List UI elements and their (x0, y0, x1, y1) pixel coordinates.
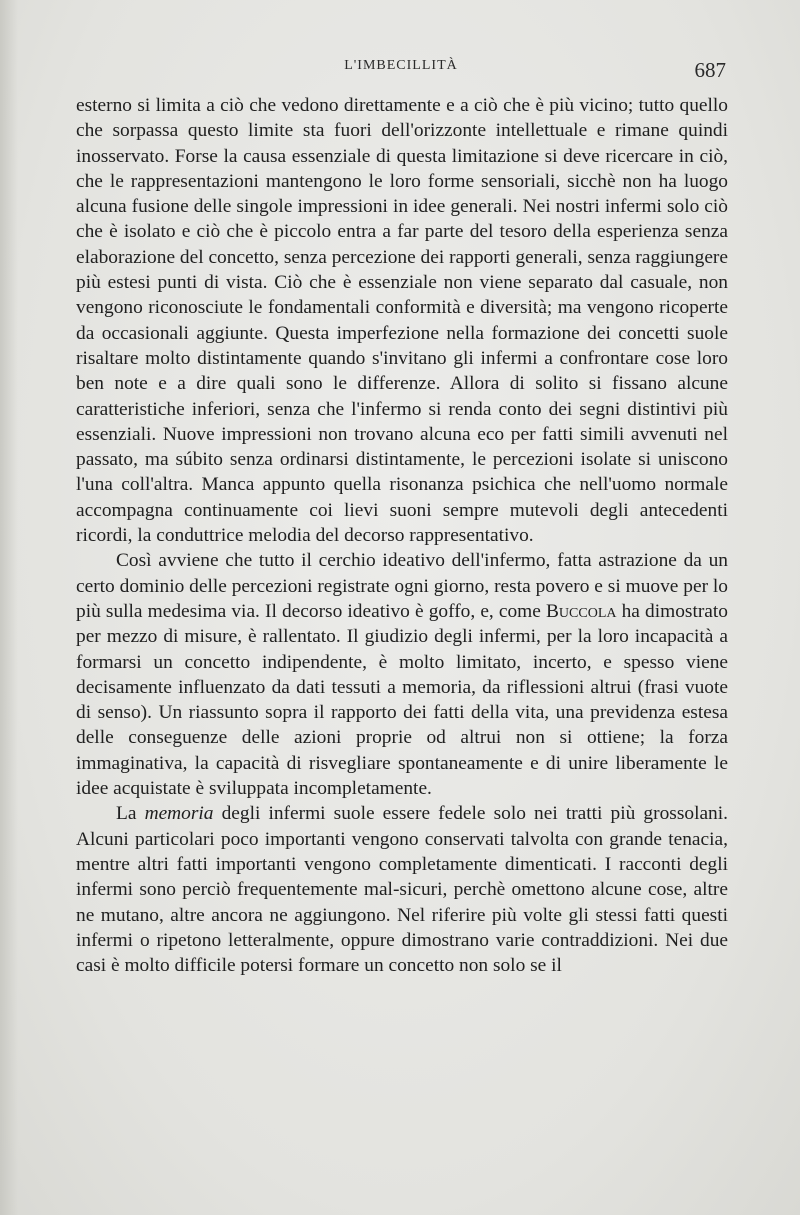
paragraph-2-text-a: Così avviene che tutto il cerchio ideativo dell'infermo, fatta astrazione da un certo dominio delle percezioni registrate ogni giorno, resta povero e si muove per lo più sulla medesima via. Il decorso ideativo è goffo, e, come (76, 550, 728, 622)
running-head: L'IMBECILLITÀ (344, 58, 458, 73)
page-gutter-shadow (0, 0, 18, 1215)
paragraph-2-text-b: ha dimostrato per mezzo di misure, è rallentato. Il giudizio degli infermi, per la loro incapacità a formarsi un concetto indipendente, è molto limitato, incerto, e spesso viene decisamente influenzato da dati tessuti a memoria, da riflessioni altrui (frasi vuote di senso). Un riassunto sopra il rapporto dei fatti della vita, una previdenza estesa delle conseguenze delle azioni proprie od altrui non si ottiene; la forza immaginativa, la capacità di risvegliare spontaneamente e di unire liberamente le idee acquistate è sviluppata incompletamente. (76, 600, 728, 800)
body-text (76, 93, 728, 978)
italic-term: memoria (144, 803, 214, 825)
author-name: Buccola (546, 600, 617, 622)
page-number: 687 (694, 58, 726, 82)
paragraph-1: esterno si limita a ciò che vedono direttamente e a ciò che è più vicino; tutto quello che sorpassa questo limite sta fuori dell'orizzonte intellettuale e rimane quindi inosservato. Forse la causa essenziale di questa limitazione si deve ricercare in ciò, che le rappresentazioni mantengono le loro forme sensoriali, sicchè non ha luogo alcuna fusione delle singole impressioni in idee generali. Nei nostri infermi solo ciò che è isolato e ciò che è piccolo entra a far parte del tesoro della esperienza senza elaborazione del concetto, senza percezione dei rapporti generali, senza raggiungere più estesi punti di vista. Ciò che è essenziale non viene separato dal casuale, non vengono riconosciute le fondamentali conformità e diversità; ma vengono ricoperte da occasionali aggiunte. Questa imperfezione nella formazione dei concetti suole risaltare molto distintamente quando s'invitano gli infermi a confrontare cose loro ben note e a dire quali sono le differenze. Allora di solito si fissano alcune caratteristiche inferiori, senza che l'infermo si renda conto dei segni distintivi più essenziali. Nuove impressioni non trovano alcuna eco per fatti simili avvenuti nel passato, ma súbito senza ordinarsi distintamente, le percezioni isolate si uniscono l'una coll'altra. Manca appunto quella risonanza psichica che nell'uomo normale accompagna continuamente coi lievi suoni sempre mutevoli degli antecedenti ricordi, la conduttrice melodia del decorso rappresentativo. (76, 95, 728, 547)
page-header (76, 58, 726, 88)
paragraph-3 (76, 801, 728, 978)
paragraph-3-text-a: La (116, 803, 145, 825)
paragraph-2 (76, 548, 728, 801)
paragraph-3-text-b: degli infermi suole essere fedele solo nei tratti più grossolani. Alcuni particolari poco importanti vengono conservati talvolta con grande tenacia, mentre altri fatti importanti vengono completamente dimenticati. I racconti degli infermi sono perciò frequentemente mal-sicuri, perchè omettono alcune cose, altre ne mutano, altre ancora ne aggiungono. Nel riferire più volte gli stessi fatti questi infermi o ripetono letteralmente, oppure dimostrano varie contraddizioni. Nei due casi è molto difficile potersi formare un concetto non solo se il (76, 803, 728, 977)
